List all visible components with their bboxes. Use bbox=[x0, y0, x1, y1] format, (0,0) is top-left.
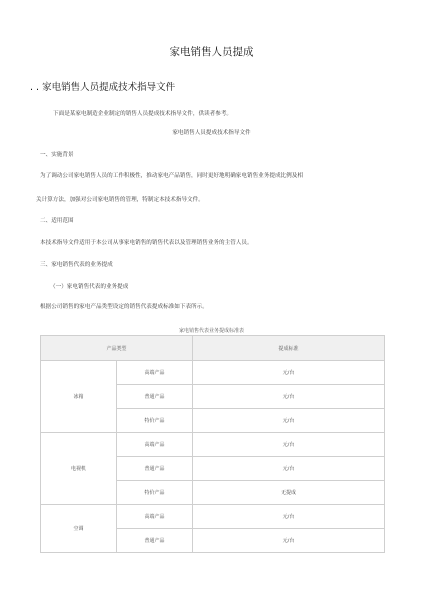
standard-cell: 元/台 bbox=[193, 361, 385, 385]
standard-cell: 元/台 bbox=[193, 457, 385, 481]
category-cell: 电视机 bbox=[41, 433, 117, 505]
standard-cell: 元/台 bbox=[193, 385, 385, 409]
product-type-cell: 普通产品 bbox=[117, 529, 193, 553]
product-type-cell: 高端产品 bbox=[117, 361, 193, 385]
product-type-cell: 高端产品 bbox=[117, 433, 193, 457]
subsection-1-text: 根据公司销售的家电产品类型设定的销售代表提成标准如下表所示。 bbox=[40, 304, 208, 310]
section-2-title: 二、适用范围 bbox=[40, 218, 74, 224]
table-row bbox=[41, 505, 385, 529]
product-type-cell: 普通产品 bbox=[117, 457, 193, 481]
table-header-row bbox=[41, 336, 385, 361]
document-title: 家电销售人员提成 bbox=[169, 46, 254, 58]
section-1-title: 一、实施背景 bbox=[40, 152, 74, 158]
header-product-type: 产品类型 bbox=[41, 336, 193, 361]
standard-cell: 元/台 bbox=[193, 433, 385, 457]
category-cell: 空调 bbox=[41, 505, 117, 553]
section-heading: . . 家电销售人员提成技术指导文件 bbox=[30, 82, 176, 93]
section-3-title: 三、家电销售代表的业务提成 bbox=[40, 262, 113, 268]
section-1-line-2: 关计算方法，加强对公司家电销售的管理，特制定本技术指导文件。 bbox=[36, 197, 204, 203]
product-type-cell: 高端产品 bbox=[117, 505, 193, 529]
commission-table bbox=[40, 335, 385, 553]
standard-cell: 元/台 bbox=[193, 505, 385, 529]
product-type-cell: 特价产品 bbox=[117, 409, 193, 433]
product-type-cell: 特价产品 bbox=[117, 481, 193, 505]
table-caption: 家电销售代表业务提成标准表 bbox=[178, 328, 244, 334]
standard-cell: 元/台 bbox=[193, 529, 385, 553]
product-type-cell: 普通产品 bbox=[117, 385, 193, 409]
section-2-text: 本技术指导文件适用于本公司从事家电销售的销售代表以及管理销售业务的主管人员。 bbox=[40, 240, 253, 246]
intro-paragraph: 下面是某家电制造企业制定的销售人员提成技术指导文件，供读者参考。 bbox=[53, 111, 233, 117]
section-1-line-1: 为了调动公司家电销售人员的工作积极性，推动家电产品销售，同时更好地明确家电销售业务提成比例及相 bbox=[40, 173, 303, 179]
header-commission-standard: 提成标准 bbox=[193, 336, 385, 361]
table-row bbox=[41, 433, 385, 457]
table-row bbox=[41, 361, 385, 385]
standard-cell: 无提成 bbox=[193, 481, 385, 505]
subsection-1-title: （一）家电销售代表的业务提成 bbox=[50, 284, 129, 290]
standard-cell: 元/台 bbox=[193, 409, 385, 433]
category-cell: 冰箱 bbox=[41, 361, 117, 433]
document-subtitle: 家电销售人员提成技术指导文件 bbox=[172, 130, 251, 136]
